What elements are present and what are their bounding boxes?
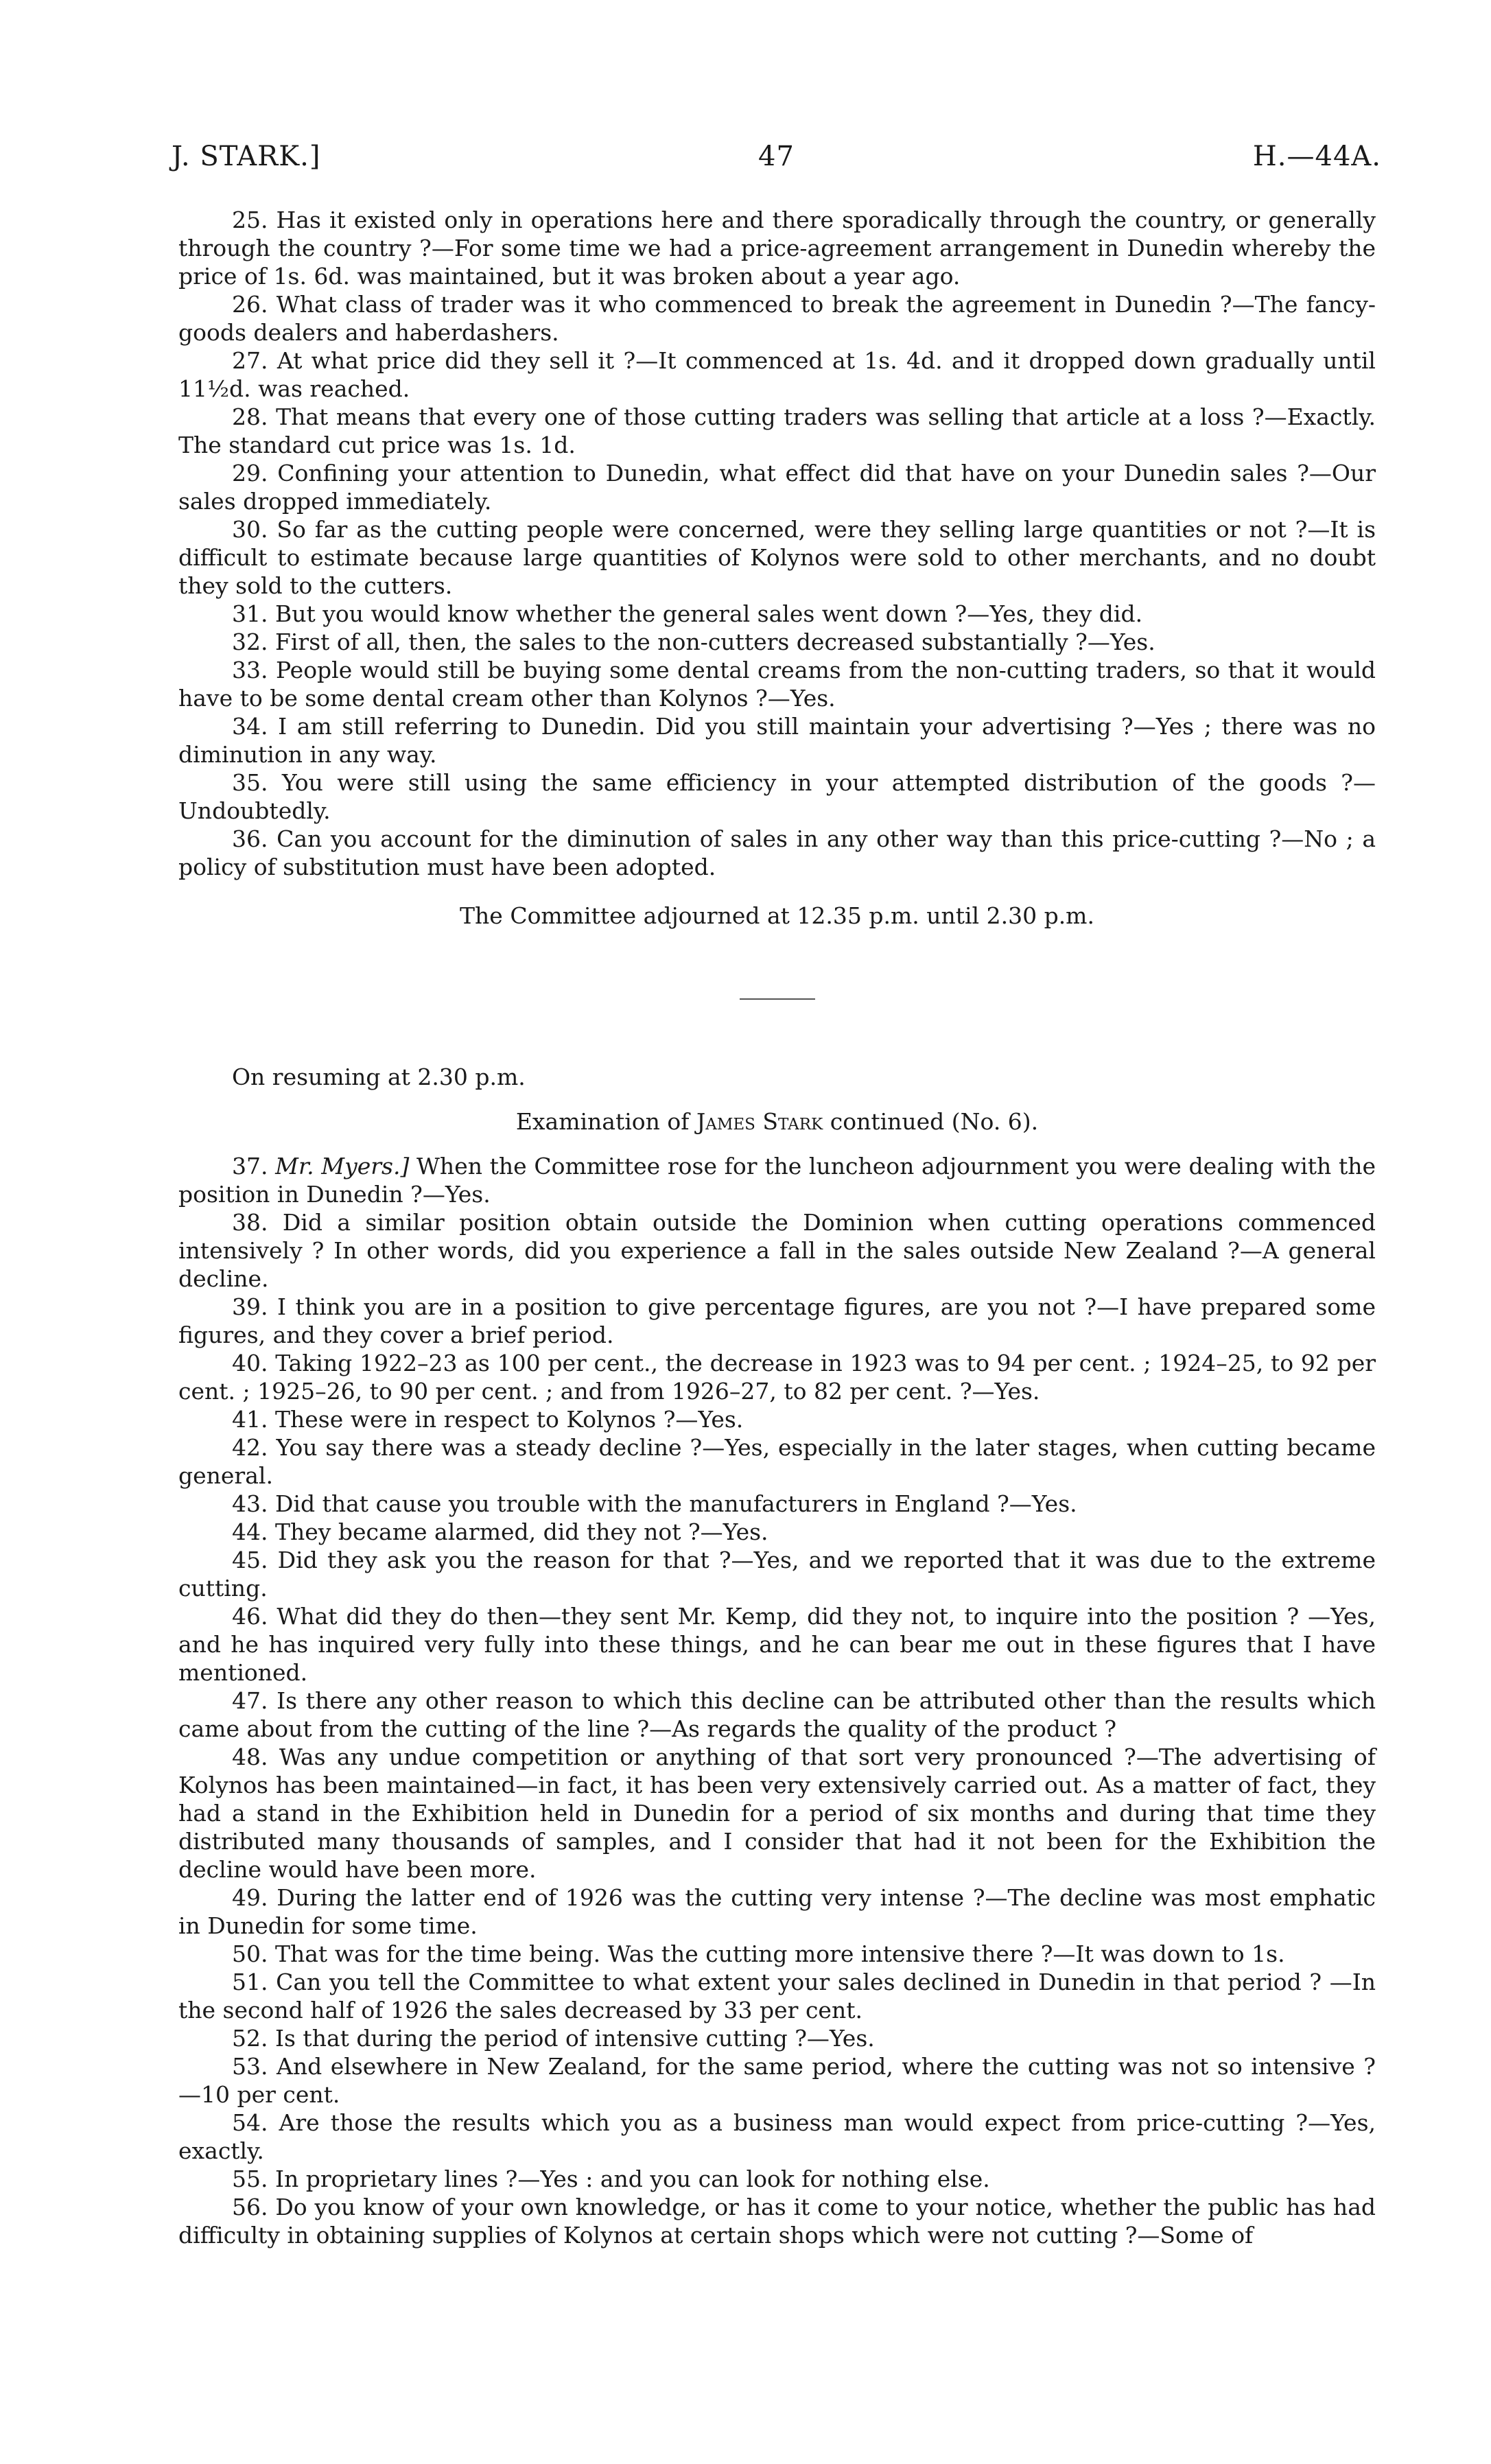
- question-32: 32. First of all, then, the sales to the non-cutters decreased substantially ?—Yes.: [232, 629, 1155, 655]
- question-40: 40. Taking 1922–23 as 100 per cent., the decrease in 1923 was to 94 per cent. ; 1924–25, to 92 per cent. ; 1925–26, to 90 per cent. ; and from 1926–27, to 82 per cent. ?—Yes.: [178, 1350, 1376, 1405]
- question-35: 35. You were still using the same efficiency in your attempted distribution of the goods ?—Undoubtedly.: [178, 769, 1376, 824]
- examination-prefix: Examination of: [515, 1108, 690, 1135]
- question-45: 45. Did they ask you the reason for that ?—Yes, and we reported that it was due to the extreme cutting.: [178, 1547, 1376, 1601]
- question-37-number: 37.: [232, 1153, 268, 1180]
- question-26: 26. What class of trader was it who commenced to break the agreement in Dunedin ?—The fancy-goods dealers and haberdashers.: [178, 291, 1376, 346]
- question-33: 33. People would still be buying some dental creams from the non-cutting traders, so that it would have to be some dental cream other than Kolynos ?—Yes.: [178, 657, 1376, 712]
- question-36: 36. Can you account for the diminution of sales in any other way than this price-cutting ?—No ; a policy of substitution must have been adopted.: [178, 825, 1376, 880]
- question-43: 43. Did that cause you trouble with the manufacturers in England ?—Yes.: [232, 1490, 1077, 1517]
- header-reference: H.—44A.: [1252, 141, 1381, 172]
- page-body: [178, 206, 1376, 2249]
- question-53: 53. And elsewhere in New Zealand, for the same period, where the cutting was not so intensive ? —10 per cent.: [178, 2053, 1376, 2108]
- question-28: 28. That means that every one of those cutting traders was selling that article at a loss ?—Exactly. The standard cut price was 1s. 1d.: [178, 403, 1376, 458]
- question-31: 31. But you would know whether the general sales went down ?—Yes, they did.: [232, 600, 1143, 627]
- resuming-note: On resuming at 2.30 p.m.: [232, 1064, 526, 1090]
- question-46: 46. What did they do then—they sent Mr. Kemp, did they not, to inquire into the position ? —Yes, and he has inquired very fully into these things, and he can bear me out in these figures that I have mentioned.: [178, 1603, 1376, 1686]
- question-39: 39. I think you are in a position to give percentage figures, are you not ?—I have prepared some figures, and they cover a brief period.: [178, 1293, 1376, 1348]
- question-47: 47. Is there any other reason to which this decline can be attributed other than the results which came about from the cutting of the line ?—As regards the quality of the product ?: [178, 1687, 1376, 1742]
- examination-heading: [178, 1107, 1376, 1136]
- question-34: 34. I am still referring to Dunedin. Did you still maintain your advertising ?—Yes ; there was no diminution in any way.: [178, 713, 1376, 768]
- question-37-speaker: Mr. Myers.]: [275, 1153, 410, 1180]
- question-48: 48. Was any undue competition or anything of that sort very pronounced ?—The advertising of Kolynos has been maintained—in fact, it has been very extensively carried out. As a matter of fact, they had a stand in the Exhibition held in Dunedin for a period of six months and during that time they distributed many thousands of samples, and I consider that had it not been for the Exhibition the decline would have been more.: [178, 1744, 1376, 1883]
- adjournment-note: The Committee adjourned at 12.35 p.m. until 2.30 p.m.: [460, 902, 1094, 929]
- section-divider: [740, 998, 815, 1000]
- question-55: 55. In proprietary lines ?—Yes : and you can look for nothing else.: [232, 2166, 990, 2192]
- question-56: 56. Do you know of your own knowledge, or has it come to your notice, whether the public has had difficulty in obtaining supplies of Kolynos at certain shops which were not cutting ?—Some of: [178, 2194, 1376, 2249]
- question-37: [178, 1152, 1376, 1208]
- question-27: 27. At what price did they sell it ?—It commenced at 1s. 4d. and it dropped down gradually until 11½d. was reached.: [178, 347, 1376, 402]
- question-52: 52. Is that during the period of intensive cutting ?—Yes.: [232, 2025, 875, 2052]
- question-30: 30. So far as the cutting people were concerned, were they selling large quantities or not ?—It is difficult to estimate because large quantities of Kolynos were sold to other merchants, and no doubt they sold to the cutters.: [178, 516, 1376, 599]
- examination-suffix: continued (No. 6).: [830, 1108, 1039, 1135]
- question-29: 29. Confining your attention to Dunedin, what effect did that have on your Dunedin sales ?—Our sales dropped immediately.: [178, 460, 1376, 515]
- question-41: 41. These were in respect to Kolynos ?—Yes.: [232, 1406, 744, 1433]
- question-25: 25. Has it existed only in operations here and there sporadically through the country, or generally through the country ?—For some time we had a price-agreement arrangement in Dunedin whereby the price of 1s. 6d. was maintained, but it was broken about a year ago.: [178, 207, 1376, 290]
- question-37-text: When the Committee rose for the luncheon adjournment you were dealing with the position in Dunedin ?—Yes.: [178, 1153, 1376, 1208]
- question-42: 42. You say there was a steady decline ?—Yes, especially in the later stages, when cutting became general.: [178, 1434, 1376, 1489]
- question-50: 50. That was for the time being. Was the cutting more intensive there ?—It was down to 1s.: [232, 1940, 1285, 1967]
- question-49: 49. During the latter end of 1926 was the cutting very intense ?—The decline was most emphatic in Dunedin for some time.: [178, 1884, 1376, 1939]
- witness-name: James Stark: [696, 1108, 823, 1135]
- page-header: [172, 141, 1381, 182]
- question-44: 44. They became alarmed, did they not ?—Yes.: [232, 1518, 768, 1545]
- page-number: 47: [758, 141, 795, 172]
- question-54: 54. Are those the results which you as a business man would expect from price-cutting ?—Yes, exactly.: [178, 2109, 1376, 2164]
- question-51: 51. Can you tell the Committee to what extent your sales declined in Dunedin in that period ? —In the second half of 1926 the sales decreased by 33 per cent.: [178, 1969, 1376, 2023]
- question-38: 38. Did a similar position obtain outside the Dominion when cutting operations commenced intensively ? In other words, did you experience a fall in the sales outside New Zealand ?—A general decline.: [178, 1209, 1376, 1292]
- header-witness: J. STARK.]: [172, 141, 321, 172]
